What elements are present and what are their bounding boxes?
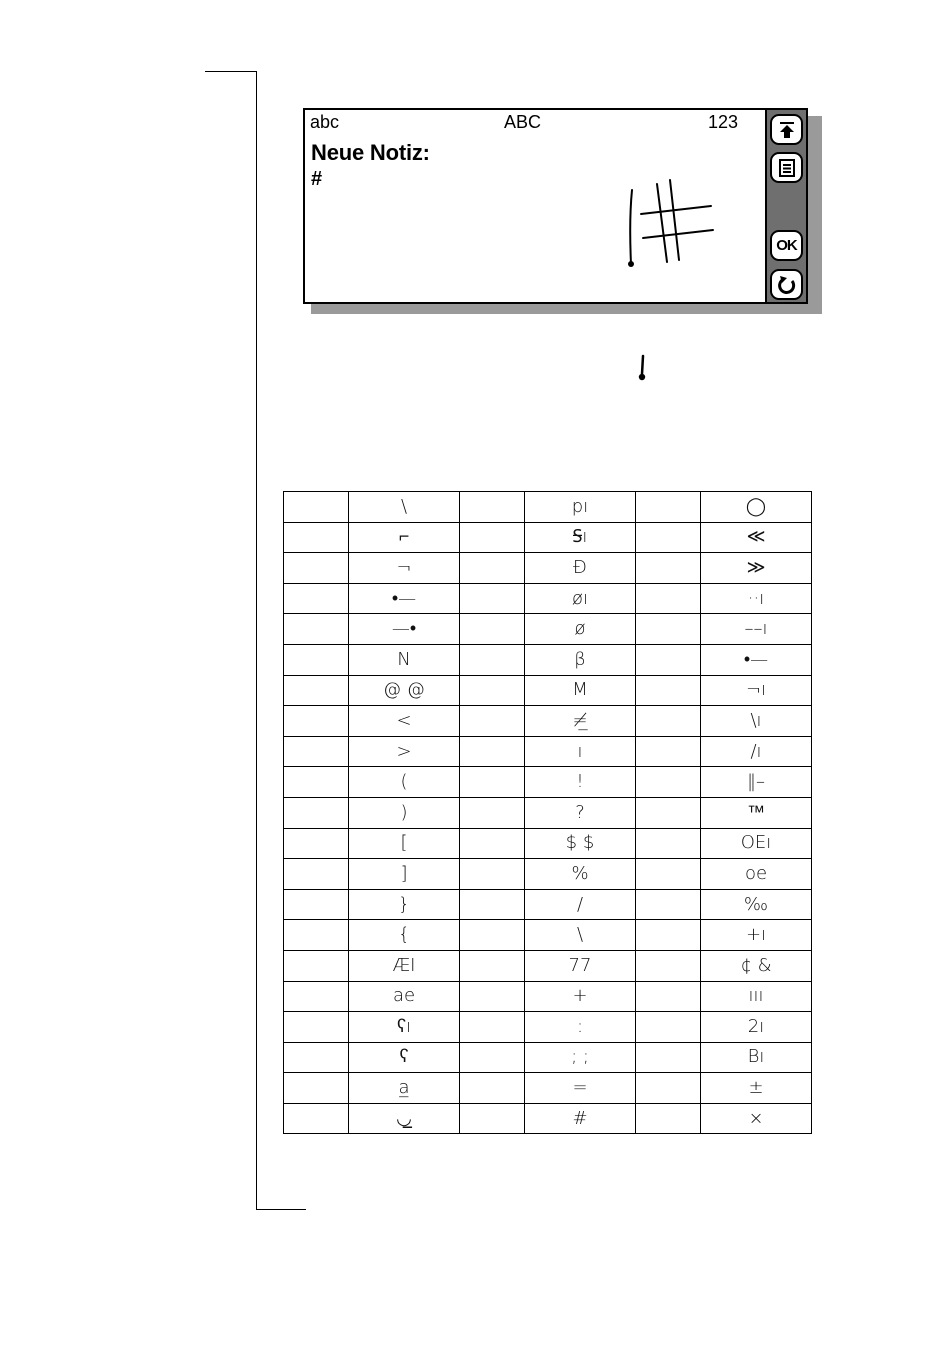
table-cell-char <box>284 522 349 553</box>
table-cell-gesture <box>701 583 812 614</box>
table-cell-char <box>284 553 349 584</box>
table-cell-gesture <box>349 1103 460 1134</box>
table-cell-gesture <box>349 950 460 981</box>
table-cell-char <box>460 706 525 737</box>
gesture-glyph: ] <box>400 862 408 884</box>
table-cell-char <box>284 706 349 737</box>
table-cell-gesture <box>701 797 812 828</box>
gesture-glyph: ? <box>575 801 585 823</box>
table-row <box>284 1012 812 1043</box>
gesture-glyph: # <box>572 1107 588 1129</box>
table-cell-gesture <box>701 706 812 737</box>
table-cell-gesture <box>525 797 636 828</box>
gesture-glyph: øı <box>571 587 588 609</box>
exclamation-dot <box>628 261 634 267</box>
table-cell-char <box>460 1103 525 1134</box>
page-top-rule <box>205 71 257 72</box>
page-bottom-rule <box>256 1209 306 1210</box>
gesture-glyph: ‖– <box>747 771 765 793</box>
table-cell-char <box>636 828 701 859</box>
table-row <box>284 797 812 828</box>
table-row <box>284 1103 812 1134</box>
table-cell-char <box>460 583 525 614</box>
table-row <box>284 1073 812 1104</box>
table-cell-gesture <box>349 583 460 614</box>
hash-vertical-right <box>670 180 679 260</box>
table-cell-gesture <box>525 675 636 706</box>
gesture-glyph: /ı <box>750 740 762 762</box>
table-cell-char <box>460 1012 525 1043</box>
table-cell-char <box>636 553 701 584</box>
table-row <box>284 859 812 890</box>
gesture-glyph: Bı <box>747 1046 765 1068</box>
ok-label: OK <box>776 237 797 254</box>
gesture-glyph: ( <box>400 771 408 793</box>
keyboard-button[interactable] <box>770 114 803 145</box>
table-cell-gesture <box>349 828 460 859</box>
table-row <box>284 736 812 767</box>
table-cell-char <box>636 767 701 798</box>
gesture-glyph: \ <box>576 924 584 946</box>
table-cell-char <box>284 950 349 981</box>
table-cell-gesture <box>525 1042 636 1073</box>
table-cell-char <box>636 797 701 828</box>
mode-123-label[interactable]: 123 <box>708 112 739 132</box>
hash-vertical-left <box>657 184 667 262</box>
table-cell-gesture <box>701 553 812 584</box>
table-cell-char <box>460 1042 525 1073</box>
table-cell-gesture <box>349 889 460 920</box>
table-row <box>284 950 812 981</box>
table-cell-gesture <box>701 767 812 798</box>
gesture-glyph: —• <box>391 618 417 640</box>
gesture-glyph: β <box>574 648 586 670</box>
table-row <box>284 522 812 553</box>
table-cell-char <box>460 675 525 706</box>
gesture-glyph: \ <box>400 495 408 517</box>
table-cell-char <box>636 1073 701 1104</box>
table-cell-char <box>460 614 525 645</box>
table-cell-char <box>460 767 525 798</box>
hash-horizontal-bottom <box>643 230 713 238</box>
table-cell-char <box>460 889 525 920</box>
table-cell-char <box>460 859 525 890</box>
table-cell-gesture <box>701 1012 812 1043</box>
gesture-glyph: ae <box>392 985 416 1007</box>
table-cell-gesture <box>701 889 812 920</box>
undo-icon <box>777 275 797 295</box>
table-cell-gesture <box>701 1103 812 1134</box>
table-cell-gesture <box>349 981 460 1012</box>
table-cell-char <box>284 920 349 951</box>
table-cell-char <box>636 950 701 981</box>
table-cell-char <box>460 644 525 675</box>
gesture-glyph: < <box>396 709 412 731</box>
table-cell-gesture <box>525 614 636 645</box>
gesture-glyph: •— <box>391 587 417 609</box>
table-cell-char <box>460 981 525 1012</box>
table-cell-gesture <box>701 614 812 645</box>
gesture-glyph: ◯ <box>745 495 767 517</box>
table-cell-char <box>284 675 349 706</box>
gesture-glyph: ʕ <box>399 1046 409 1068</box>
gesture-glyph: •— <box>743 648 769 670</box>
table-row <box>284 828 812 859</box>
table-cell-char <box>284 1012 349 1043</box>
table-cell-gesture <box>349 767 460 798</box>
table-cell-gesture <box>525 522 636 553</box>
table-cell-gesture <box>349 644 460 675</box>
gesture-glyph: ™ <box>747 801 765 823</box>
table-cell-char <box>636 859 701 890</box>
table-cell-gesture <box>701 675 812 706</box>
page-margin-rule <box>256 71 257 1210</box>
ok-button[interactable] <box>770 230 803 261</box>
menu-button[interactable] <box>770 152 803 183</box>
exclamation-stroke <box>630 190 632 264</box>
table-cell-gesture <box>525 644 636 675</box>
table-row <box>284 981 812 1012</box>
gesture-glyph: ≠̲ <box>572 709 588 731</box>
gesture-glyph: + <box>572 985 588 1007</box>
table-cell-char <box>636 522 701 553</box>
gesture-glyph: oe <box>744 862 768 884</box>
table-cell-gesture <box>525 981 636 1012</box>
gesture-glyph: } <box>398 893 410 915</box>
mode-abc-label[interactable]: abc <box>310 112 340 132</box>
gesture-glyph: +ı <box>745 924 767 946</box>
table-row <box>284 553 812 584</box>
gesture-glyph: ‰ <box>743 893 769 915</box>
table-row <box>284 920 812 951</box>
gesture-table <box>283 491 812 1134</box>
table-cell-char <box>460 797 525 828</box>
table-cell-char <box>284 736 349 767</box>
gesture-glyph: 2ı <box>747 1015 765 1037</box>
exclamation-gesture-example <box>636 354 650 382</box>
gesture-glyph: ÆI <box>392 954 416 976</box>
table-cell-char <box>284 889 349 920</box>
table-cell-char <box>284 492 349 523</box>
gesture-glyph: ııı <box>748 985 764 1007</box>
table-row <box>284 675 812 706</box>
table-cell-gesture <box>525 492 636 523</box>
gesture-glyph: Ɖ <box>573 556 587 578</box>
gesture-glyph: ) <box>400 801 408 823</box>
table-cell-char <box>460 736 525 767</box>
table-cell-gesture <box>349 553 460 584</box>
writing-area[interactable] <box>305 110 767 302</box>
table-cell-gesture <box>525 1012 636 1043</box>
table-cell-char <box>636 981 701 1012</box>
gesture-glyph: ¢ & <box>740 954 772 976</box>
gesture-glyph: ± <box>748 1077 764 1099</box>
table-cell-gesture <box>525 920 636 951</box>
table-row <box>284 583 812 614</box>
gesture-glyph: ı <box>577 740 583 762</box>
table-cell-gesture <box>349 614 460 645</box>
table-cell-char <box>636 583 701 614</box>
table-cell-char <box>460 950 525 981</box>
table-cell-gesture <box>701 492 812 523</box>
table-cell-char <box>636 889 701 920</box>
gesture-glyph: { <box>398 924 410 946</box>
gesture-glyph: $ $ <box>565 832 595 854</box>
table-cell-char <box>284 859 349 890</box>
gesture-glyph: ¬ <box>396 556 412 578</box>
gesture-glyph: ◡̲ <box>396 1107 412 1129</box>
table-cell-gesture <box>349 1042 460 1073</box>
gesture-glyph: : <box>576 1015 584 1037</box>
table-cell-gesture <box>525 583 636 614</box>
table-cell-char <box>284 1073 349 1104</box>
gesture-glyph: ––ı <box>744 618 768 640</box>
table-cell-char <box>636 736 701 767</box>
table-cell-gesture <box>525 553 636 584</box>
gesture-glyph: a̲ <box>398 1077 410 1099</box>
table-cell-char <box>284 981 349 1012</box>
typed-character: # <box>311 168 323 190</box>
table-cell-char <box>636 920 701 951</box>
gesture-glyph: OEı <box>740 832 772 854</box>
undo-button[interactable] <box>770 269 803 300</box>
gesture-glyph: ⌐ <box>398 526 410 548</box>
note-title: Neue Notiz: <box>311 140 430 165</box>
menu-list-icon <box>779 159 795 177</box>
table-row <box>284 492 812 523</box>
gesture-glyph: × <box>748 1107 764 1129</box>
table-cell-char <box>460 920 525 951</box>
gesture-glyph: ; ; <box>571 1046 589 1068</box>
gesture-glyph: [ <box>400 832 408 854</box>
table-cell-char <box>460 522 525 553</box>
screen-sidebar <box>765 110 806 302</box>
table-cell-gesture <box>525 950 636 981</box>
table-row <box>284 767 812 798</box>
table-cell-char <box>460 492 525 523</box>
table-cell-char <box>284 644 349 675</box>
table-row <box>284 706 812 737</box>
table-cell-char <box>284 614 349 645</box>
gesture-glyph: ≫ <box>746 556 766 578</box>
table-cell-gesture <box>701 1073 812 1104</box>
device-screen <box>303 108 808 304</box>
table-cell-char <box>284 583 349 614</box>
table-cell-gesture <box>701 1042 812 1073</box>
table-cell-gesture <box>349 797 460 828</box>
table-cell-gesture <box>525 706 636 737</box>
table-cell-gesture <box>349 522 460 553</box>
table-cell-char <box>636 1012 701 1043</box>
table-cell-char <box>284 1042 349 1073</box>
table-cell-gesture <box>525 736 636 767</box>
hash-horizontal-top <box>641 206 711 214</box>
gesture-glyph: Ꟊı <box>572 526 588 548</box>
keyboard-up-icon <box>778 121 796 139</box>
table-cell-gesture <box>349 706 460 737</box>
table-cell-gesture <box>349 675 460 706</box>
table-cell-char <box>636 614 701 645</box>
gesture-glyph: ʕı <box>396 1015 411 1037</box>
table-cell-char <box>636 1042 701 1073</box>
gesture-glyph: pı <box>571 495 589 517</box>
table-cell-char <box>636 644 701 675</box>
table-cell-char <box>636 1103 701 1134</box>
gesture-glyph: @ @ <box>383 679 425 701</box>
gesture-glyph: ≪ <box>746 526 766 548</box>
table-row <box>284 614 812 645</box>
table-cell-gesture <box>701 859 812 890</box>
table-cell-gesture <box>349 736 460 767</box>
table-cell-gesture <box>349 1012 460 1043</box>
table-cell-char <box>636 675 701 706</box>
gesture-glyph: 77 <box>568 954 592 976</box>
table-cell-char <box>460 553 525 584</box>
table-cell-gesture <box>525 767 636 798</box>
gesture-glyph: ! <box>576 771 584 793</box>
gesture-glyph: ··ı <box>747 587 765 609</box>
table-cell-char <box>284 767 349 798</box>
table-cell-gesture <box>701 828 812 859</box>
gesture-glyph: N <box>397 648 411 670</box>
table-cell-gesture <box>701 950 812 981</box>
table-row <box>284 889 812 920</box>
gesture-glyph: ¬ı <box>745 679 767 701</box>
gesture-glyph: % <box>571 862 589 884</box>
gesture-glyph: \ı <box>750 709 762 731</box>
table-cell-gesture <box>349 920 460 951</box>
table-cell-char <box>636 706 701 737</box>
table-cell-gesture <box>525 859 636 890</box>
table-cell-gesture <box>349 859 460 890</box>
table-cell-char <box>284 797 349 828</box>
table-cell-char <box>460 1073 525 1104</box>
table-cell-gesture <box>701 522 812 553</box>
table-cell-char <box>636 492 701 523</box>
table-cell-gesture <box>701 736 812 767</box>
table-cell-char <box>284 1103 349 1134</box>
table-cell-char <box>460 828 525 859</box>
table-row <box>284 1042 812 1073</box>
gesture-glyph: ø <box>574 618 586 640</box>
handwritten-strokes <box>305 110 767 302</box>
gesture-glyph: / <box>576 893 584 915</box>
table-cell-gesture <box>349 492 460 523</box>
table-cell-gesture <box>525 889 636 920</box>
table-cell-gesture <box>525 828 636 859</box>
table-row <box>284 644 812 675</box>
table-cell-gesture <box>701 920 812 951</box>
table-cell-gesture <box>525 1073 636 1104</box>
table-cell-gesture <box>701 644 812 675</box>
table-cell-gesture <box>349 1073 460 1104</box>
table-cell-gesture <box>525 1103 636 1134</box>
gesture-glyph: > <box>396 740 412 762</box>
gesture-glyph: = <box>572 1077 588 1099</box>
table-cell-gesture <box>701 981 812 1012</box>
mode-ABC-label[interactable]: ABC <box>504 112 542 132</box>
gesture-glyph: M <box>572 679 588 701</box>
table-cell-char <box>284 828 349 859</box>
